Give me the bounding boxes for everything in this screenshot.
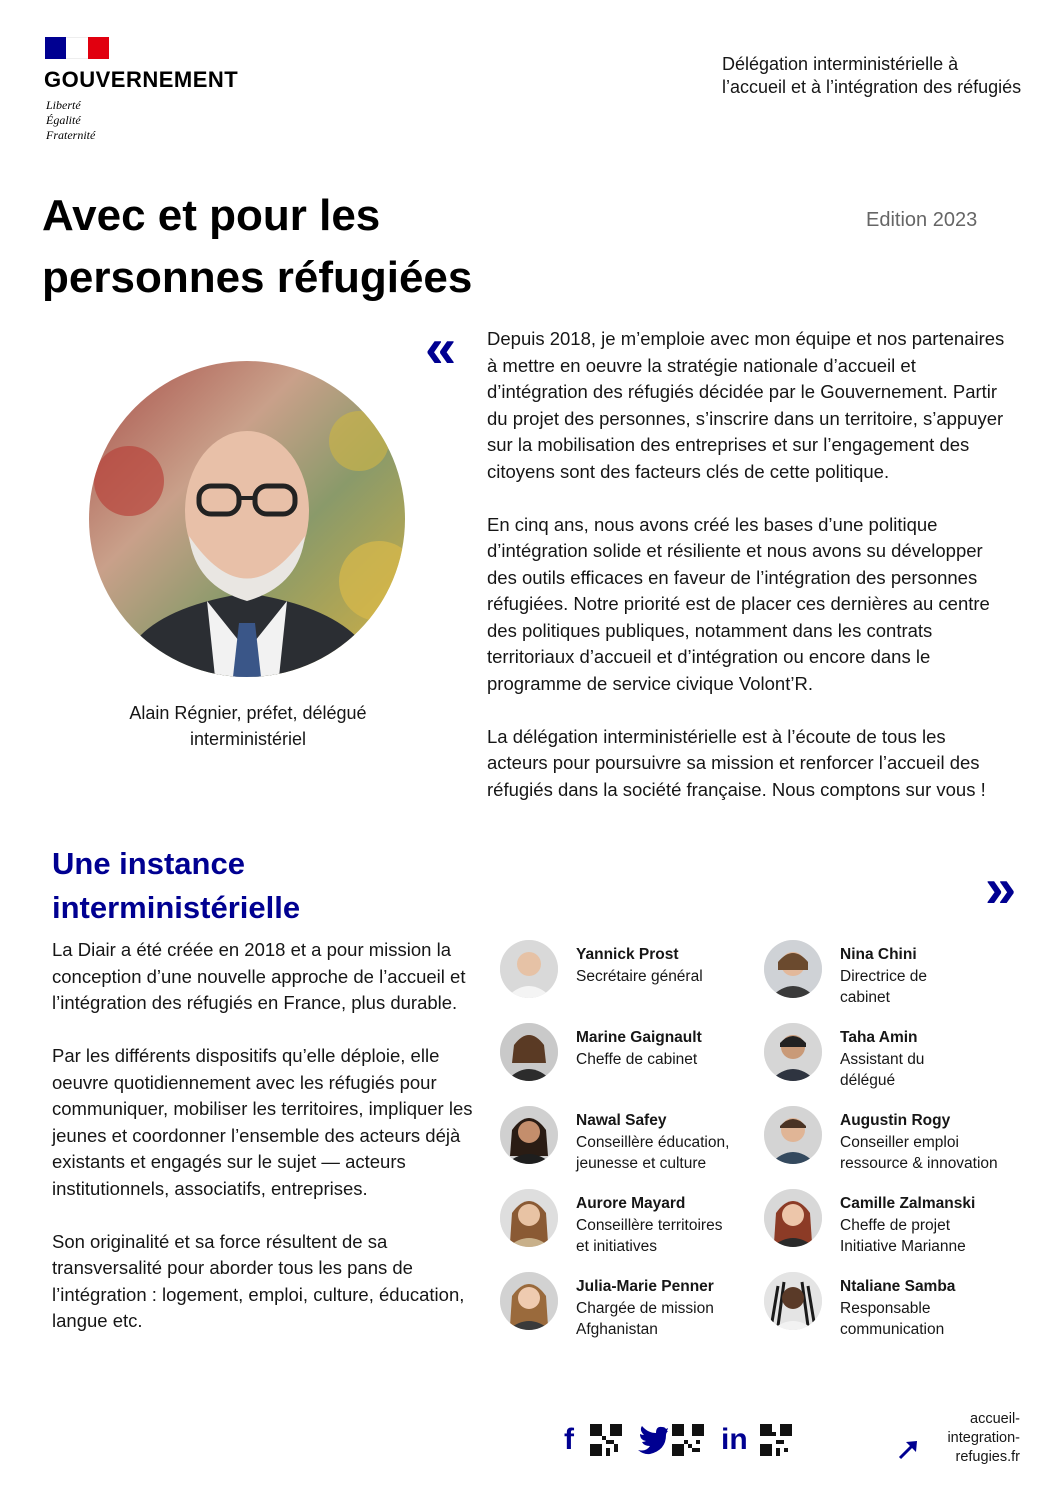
instance-paragraph: Son originalité et sa force résultent de sa transversalité pour aborder tous les pans de l’intégration : logement, emploi, culture, éducation, langue etc. xyxy=(52,1230,465,1331)
instance-heading: Une instance interministérielle xyxy=(52,846,301,925)
avatar xyxy=(764,1272,822,1330)
member-role: Conseillère éducation, jeunesse et culture xyxy=(576,1133,730,1172)
qr-code-icon xyxy=(590,1424,622,1456)
avatar xyxy=(500,1106,558,1164)
member-name: Augustin Rogy xyxy=(840,1112,951,1129)
avatar xyxy=(500,1272,558,1330)
avatar xyxy=(500,1023,558,1081)
member-name: Yannick Prost xyxy=(576,946,679,963)
team-member xyxy=(500,940,760,1010)
avatar xyxy=(764,940,822,998)
team-member xyxy=(500,1189,760,1259)
team-member xyxy=(764,1023,1024,1093)
instance-paragraph: La Diair a été créée en 2018 et a pour mission la conception d’une nouvelle approche de l’accueil et l’intégration des réfugiés en France, plus durable. xyxy=(52,939,466,1013)
team-member xyxy=(764,940,1024,1010)
external-link-arrow-icon xyxy=(898,1438,920,1465)
member-name: Taha Amin xyxy=(840,1029,918,1046)
delegate-portrait xyxy=(89,361,405,677)
member-role: Responsable communication xyxy=(840,1299,945,1338)
government-logo-text: GOUVERNEMENT xyxy=(44,67,239,92)
team-member xyxy=(764,1189,1024,1259)
qr-code-icon xyxy=(672,1424,704,1456)
member-role: Chargée de mission Afghanistan xyxy=(576,1299,714,1338)
member-name: Nina Chini xyxy=(840,946,917,963)
member-name: Camille Zalmanski xyxy=(840,1195,976,1212)
member-role: Conseiller emploi ressource & innovation xyxy=(840,1133,998,1172)
member-name: Marine Gaignault xyxy=(576,1029,702,1046)
quote-open-mark: « xyxy=(425,316,451,379)
member-name: Aurore Mayard xyxy=(576,1195,686,1212)
qr-code-icon xyxy=(760,1424,792,1456)
republic-motto: Liberté Égalité Fraternité xyxy=(46,98,96,142)
team-member xyxy=(500,1106,760,1176)
facebook-icon[interactable]: f xyxy=(564,1423,574,1456)
member-name: Nawal Safey xyxy=(576,1112,667,1129)
member-name: Ntaliane Samba xyxy=(840,1278,956,1295)
quote-close-mark: » xyxy=(985,856,1011,919)
quote-paragraph: La délégation interministérielle est à l’écoute de tous les acteurs pour poursuivre sa mission et renforcer l’accueil des réfugiés dans la société française. Nous comptons sur vous ! xyxy=(487,725,986,800)
team-member xyxy=(764,1106,1024,1176)
linkedin-icon[interactable]: in xyxy=(721,1423,748,1456)
member-name: Julia-Marie Penner xyxy=(576,1278,714,1295)
website-link[interactable]: accueil- integration- refugies.fr xyxy=(947,1411,1020,1465)
member-role: Assistant du délégué xyxy=(840,1050,925,1089)
avatar xyxy=(500,1189,558,1247)
avatar xyxy=(764,1189,822,1247)
portrait-caption: Alain Régnier, préfet, délégué interministériel xyxy=(129,703,367,749)
team-member xyxy=(500,1023,760,1093)
member-role: Cheffe de projet Initiative Marianne xyxy=(840,1216,966,1255)
delegate-quote xyxy=(487,326,1007,830)
avatar xyxy=(764,1023,822,1081)
quote-paragraph: En cinq ans, nous avons créé les bases d’une politique d’intégration solide et résiliente et nous avons su développer des outils efficaces en faveur de l’intégration des personnes réfugiées. Notre priorité est de placer ces dernières au centre des politiques publiques, notamment dans les contrats territoriaux d’accueil et d’intégration ou encore dans le programme de service civique Volont’R. xyxy=(487,513,990,694)
marianne-flag-logo xyxy=(45,37,109,59)
team-member xyxy=(764,1272,1024,1342)
avatar xyxy=(764,1106,822,1164)
instance-paragraph: Par les différents dispositifs qu’elle déploie, elle oeuvre quotidiennement avec les réfugiés pour communiquer, mobiliser les territoires, impliquer les jeunes et coordonner l’ensemble des acteurs déjà existants et engagés sur le sujet — acteurs institutionnels, associatifs, entreprises. xyxy=(52,1045,473,1199)
team-member xyxy=(500,1272,760,1342)
edition-label: Edition 2023 xyxy=(866,209,978,231)
member-role: Secrétaire général xyxy=(576,967,703,985)
member-role: Directrice de cabinet xyxy=(840,967,927,1006)
quote-paragraph: Depuis 2018, je m’emploie avec mon équipe et nos partenaires à mettre en oeuvre la stratégie nationale d’accueil et d’intégration des réfugiés décidée par le Gouvernement. Partir du projet des personnes, s’inscrire dans un territoire, s’appuyer sur la mobilisation des entreprises et sur l’engagement des citoyens sont des facteurs clés de cette politique. xyxy=(487,328,1005,482)
avatar xyxy=(500,940,558,998)
page-title: Avec et pour les personnes réfugiées xyxy=(42,191,473,302)
instance-text xyxy=(52,937,484,1361)
delegation-name: Délégation interministérielle à l’accueil et à l’intégration des réfugiés xyxy=(722,54,1022,97)
member-role: Cheffe de cabinet xyxy=(576,1050,698,1068)
member-role: Conseillère territoires et initiatives xyxy=(576,1216,723,1255)
twitter-icon[interactable] xyxy=(636,1420,668,1471)
